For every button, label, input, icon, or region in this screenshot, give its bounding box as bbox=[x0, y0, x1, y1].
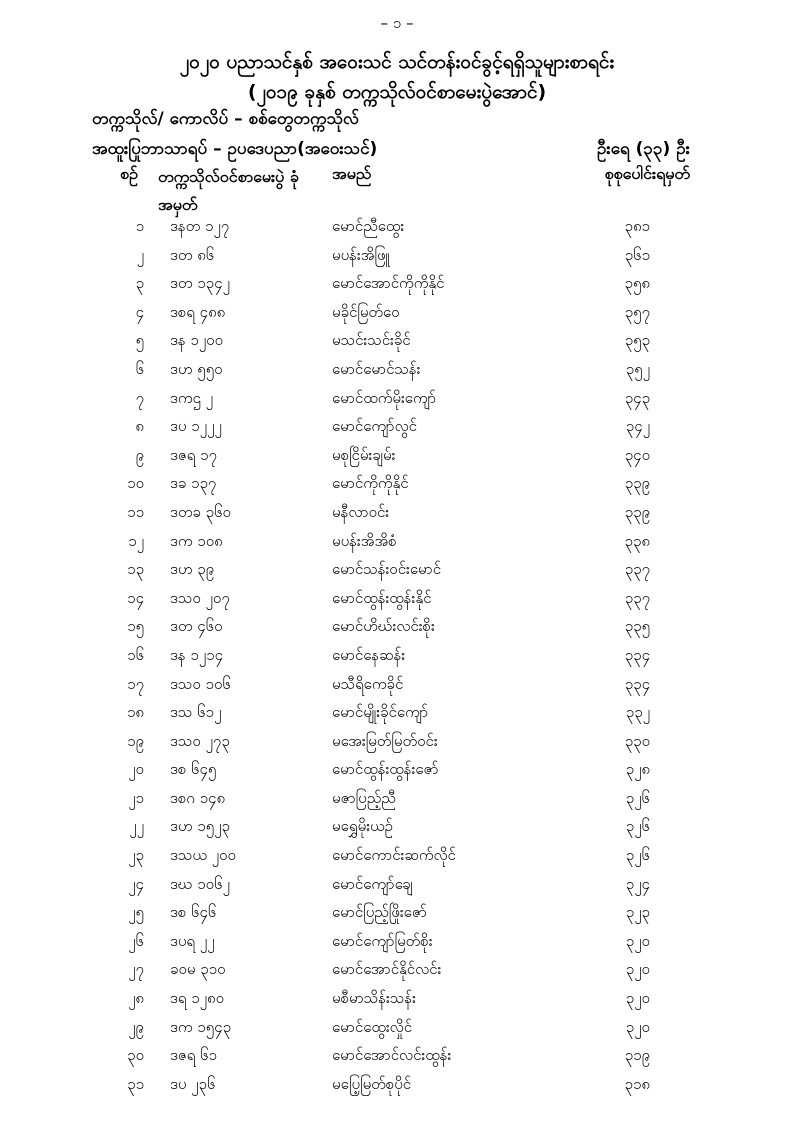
row-number: ၁၁ bbox=[127, 502, 144, 521]
row-name: မောင်ဟိဃ်းလင်းစိုး bbox=[332, 617, 435, 636]
row-number: ၉ bbox=[135, 445, 144, 464]
table-row bbox=[0, 960, 794, 989]
row-total-marks: ၃၃၉ bbox=[624, 474, 650, 493]
row-roll-number: ဒဇရ ၆၁ bbox=[170, 1046, 217, 1065]
row-total-marks: ၃၅၈ bbox=[624, 274, 650, 293]
row-number: ၁ bbox=[135, 217, 144, 235]
row-roll-number: ဒန ၁၂၀၀ bbox=[170, 331, 224, 350]
table-row bbox=[0, 560, 794, 589]
row-roll-number: ဒစ ၆၄၆ bbox=[170, 903, 217, 922]
student-count: ဦးရေ (၃၃) ဦး bbox=[597, 139, 690, 159]
row-name: မပန်းအိဖြူ bbox=[332, 245, 390, 264]
row-roll-number: ဒပ ၂၃၆ bbox=[170, 1074, 216, 1093]
row-roll-number: ဒဃ ၁၀၆၂ bbox=[170, 874, 230, 893]
table-row bbox=[0, 417, 794, 446]
table-row bbox=[0, 646, 794, 675]
row-number: ၁၀ bbox=[127, 474, 144, 493]
major-line: အထူးပြုဘာသာရပ် – ဥပဒေပညာ(အဝေးသင်) bbox=[92, 139, 378, 159]
row-number: ၂၃ bbox=[128, 846, 144, 865]
row-roll-number: ဒပ ၁၂၂၂ bbox=[170, 417, 222, 436]
row-total-marks: ၃၂၀ bbox=[625, 989, 650, 1008]
table-row bbox=[0, 703, 794, 732]
table-row bbox=[0, 532, 794, 561]
row-total-marks: ၃၅၃ bbox=[624, 331, 650, 350]
table-row bbox=[0, 389, 794, 418]
row-roll-number: ဒဟ ၃၉ bbox=[170, 560, 215, 579]
row-name: မောင်ထက်မိုးကျော် bbox=[332, 388, 437, 407]
header-no: စဉ် bbox=[120, 164, 138, 183]
row-roll-number: ဒသဝ ၂၀၇ bbox=[170, 588, 230, 607]
row-roll-number: ဒကဌ ၂ bbox=[170, 388, 213, 407]
page-number: – ၁ – bbox=[380, 14, 414, 32]
row-total-marks: ၃၃၅ bbox=[624, 617, 650, 636]
row-number: ၂၅ bbox=[128, 903, 144, 922]
header-name: အမည် bbox=[332, 164, 372, 183]
row-total-marks: ၃၂၄ bbox=[625, 874, 650, 893]
table-row bbox=[0, 875, 794, 904]
header-total-marks: စုစုပေါင်းရမှတ် bbox=[604, 164, 690, 183]
row-total-marks: ၃၃၈ bbox=[624, 531, 650, 550]
row-number: ၈ bbox=[135, 417, 144, 436]
row-name: မောင်ထွန်းထွန်းနိုင် bbox=[332, 588, 432, 607]
row-name: မောင်ကောင်းဆက်လိုင် bbox=[332, 846, 456, 865]
document-title: ၂၀၂၀ ပညာသင်နှစ် အဝေးသင် သင်တန်းဝင်ခွင့်ရရှိသူများစာရင်း bbox=[179, 51, 615, 73]
row-name: မပြေ့မြတ်စုပိုင် bbox=[332, 1074, 412, 1093]
results-table bbox=[0, 217, 794, 1103]
row-number: ၂၇ bbox=[128, 960, 144, 979]
row-name: မစုငြိမ်းချမ်း bbox=[332, 445, 396, 464]
row-roll-number: ဒစ ၆၄၅ bbox=[170, 760, 217, 779]
row-name: မောင်ထွေးလှိုင် bbox=[332, 1017, 413, 1036]
row-total-marks: ၃၂၀ bbox=[625, 1017, 650, 1036]
row-name: မအေးမြတ်မြတ်ဝင်း bbox=[332, 731, 438, 750]
row-number: ၂၀ bbox=[128, 760, 144, 779]
row-number: ၃၀ bbox=[127, 1046, 144, 1065]
row-number: ၂၄ bbox=[128, 874, 144, 893]
row-name: မောင်မျိုးခိုင်ကျော် bbox=[332, 703, 429, 722]
row-roll-number: ဒသဝ ၂၇၃ bbox=[170, 731, 230, 750]
row-name: မောင်ကျော်ချေ bbox=[332, 874, 413, 893]
row-name: မောင်အောင်နိုင်လင်း bbox=[332, 960, 442, 979]
row-total-marks: ၃၃၂ bbox=[625, 703, 650, 722]
row-number: ၅ bbox=[135, 331, 144, 350]
table-row bbox=[0, 274, 794, 303]
row-number: ၄ bbox=[135, 302, 144, 321]
row-total-marks: ၃၃၇ bbox=[624, 560, 650, 579]
row-total-marks: ၃၄၀ bbox=[624, 445, 650, 464]
table-row bbox=[0, 503, 794, 532]
table-row bbox=[0, 789, 794, 818]
row-roll-number: ဒဇရ ၁၇ bbox=[170, 445, 217, 464]
university-line: တက္ကသိုလ်/ ကောလိပ် – စစ်တွေတက္ကသိုလ် bbox=[92, 109, 359, 129]
row-number: ၂၆ bbox=[128, 931, 144, 950]
row-roll-number: ဒတ ၁၃၄၂ bbox=[170, 274, 230, 293]
row-roll-number: ဒက ၁၅၄၃ bbox=[170, 1017, 232, 1036]
row-number: ၃၁ bbox=[127, 1074, 144, 1093]
row-roll-number: ဒသယ ၂၀၀ bbox=[170, 846, 236, 865]
table-row bbox=[0, 817, 794, 846]
row-name: မောင်နေဆန်း bbox=[332, 645, 406, 664]
row-total-marks: ၃၃၀ bbox=[624, 731, 650, 750]
row-number: ၂ bbox=[136, 245, 144, 264]
row-total-marks: ၃၃၉ bbox=[624, 502, 650, 521]
row-total-marks: ၃၄၂ bbox=[625, 417, 650, 436]
row-number: ၁၉ bbox=[127, 731, 144, 750]
row-name: မခိုင်မြတ်ဝေ bbox=[332, 302, 400, 321]
row-total-marks: ၃၄၃ bbox=[624, 388, 650, 407]
row-roll-number: ဒစဂ ၁၄၈ bbox=[170, 788, 226, 807]
table-row bbox=[0, 246, 794, 275]
row-total-marks: ၃၅၇ bbox=[624, 302, 650, 321]
row-roll-number: ဒဟ ၅၅၀ bbox=[170, 359, 223, 378]
row-total-marks: ၃၃၄ bbox=[624, 645, 650, 664]
row-number: ၁၇ bbox=[127, 674, 144, 693]
row-number: ၁၈ bbox=[126, 703, 144, 722]
table-row bbox=[0, 474, 794, 503]
row-name: မောင်ကျော်မြတ်စိုး bbox=[332, 931, 433, 950]
row-roll-number: ဒက ၁၀၈ bbox=[170, 531, 223, 550]
row-total-marks: ၃၁၈ bbox=[624, 1074, 650, 1093]
row-total-marks: ၃၂၀ bbox=[625, 960, 650, 979]
row-total-marks: ၃၆၁ bbox=[624, 245, 650, 264]
table-row bbox=[0, 1046, 794, 1075]
row-roll-number: ဒသဝ ၁၀၆ bbox=[170, 674, 231, 693]
table-row bbox=[0, 617, 794, 646]
row-roll-number: ဒဟ ၁၅၂၃ bbox=[170, 817, 230, 836]
row-roll-number: ဒခ ၁၃၇ bbox=[170, 474, 217, 493]
table-row bbox=[0, 846, 794, 875]
row-total-marks: ၃၁၉ bbox=[624, 1046, 650, 1065]
row-number: ၁၅ bbox=[127, 617, 144, 636]
row-total-marks: ၃၂၆ bbox=[625, 817, 650, 836]
table-row bbox=[0, 446, 794, 475]
row-number: ၆ bbox=[135, 359, 144, 378]
document-subtitle: (၂၀၁၉ ခုနှစ် တက္ကသိုလ်ဝင်စာမေးပွဲအောင်) bbox=[247, 81, 547, 103]
header-roll-number: တက္ကသိုလ်ဝင်စာမေးပွဲ ခုံအမှတ် bbox=[158, 167, 299, 214]
row-name: မနီလာဝင်း bbox=[332, 502, 390, 521]
row-number: ၂၂ bbox=[129, 817, 144, 836]
row-total-marks: ၃၂၃ bbox=[625, 903, 650, 922]
row-roll-number: ဒနတ ၁၂၇ bbox=[170, 217, 230, 235]
row-name: မသင်းသင်းခိုင် bbox=[332, 331, 411, 350]
row-name: မောင်ထွန်းထွန်းဇော် bbox=[332, 760, 439, 779]
table-row bbox=[0, 303, 794, 332]
row-name: မဇာပြည့်ညီ bbox=[332, 788, 396, 807]
row-name: မောင်ပြည့်ဖြိုးဇော် bbox=[332, 903, 427, 922]
table-row bbox=[0, 903, 794, 932]
row-total-marks: ၃၂၀ bbox=[625, 931, 650, 950]
table-row bbox=[0, 932, 794, 961]
row-roll-number: ဒစရ ၄၈၈ bbox=[170, 302, 226, 321]
table-row bbox=[0, 1018, 794, 1047]
row-number: ၃ bbox=[135, 274, 144, 293]
row-roll-number: ဒသ ၆၁၂ bbox=[170, 703, 222, 722]
row-roll-number: ဒန ၁၂၁၄ bbox=[170, 645, 224, 664]
row-number: ၁၃ bbox=[127, 560, 144, 579]
row-number: ၁၆ bbox=[127, 645, 144, 664]
row-name: မောင်ညီထွေး bbox=[332, 217, 405, 235]
row-total-marks: ၃၂၈ bbox=[625, 760, 650, 779]
row-name: မောင်ကိုကိုနိုင် bbox=[332, 474, 409, 493]
row-total-marks: ၃၈၁ bbox=[624, 217, 650, 235]
table-row bbox=[0, 989, 794, 1018]
row-number: ၁၄ bbox=[127, 588, 144, 607]
row-number: ၂၁ bbox=[128, 788, 144, 807]
row-roll-number: ဒတ ၄၆၀ bbox=[170, 617, 223, 636]
table-row bbox=[0, 360, 794, 389]
row-name: မပန်းအိအိစံ bbox=[332, 531, 397, 550]
row-number: ၂၉ bbox=[128, 1017, 144, 1036]
row-number: ၁၂ bbox=[128, 531, 144, 550]
table-row bbox=[0, 760, 794, 789]
row-roll-number: ခဝမ ၃၁၀ bbox=[170, 960, 226, 979]
table-row bbox=[0, 675, 794, 704]
row-roll-number: ဒတ ၈၆ bbox=[170, 245, 215, 264]
table-row bbox=[0, 589, 794, 618]
row-number: ၇ bbox=[135, 388, 144, 407]
table-row bbox=[0, 732, 794, 761]
row-name: မစီမာသိန်းသန်း bbox=[332, 989, 416, 1008]
row-roll-number: ဒပရ ၂၂ bbox=[170, 931, 215, 950]
table-row bbox=[0, 1075, 794, 1104]
row-name: မောင်ကျော်လွင် bbox=[332, 417, 417, 436]
row-number: ၂၈ bbox=[128, 989, 144, 1008]
row-total-marks: ၃၃၄ bbox=[624, 674, 650, 693]
row-roll-number: ဒရ ၁၂၈၀ bbox=[170, 989, 225, 1008]
row-name: မောင်အောင်လင်းထွန်း bbox=[332, 1046, 452, 1065]
row-total-marks: ၃၅၂ bbox=[625, 359, 650, 378]
row-total-marks: ၃၃၇ bbox=[624, 588, 650, 607]
row-name: မောင်အောင်ကိုကိုနိုင် bbox=[332, 274, 445, 293]
row-name: မောင်မောင်သန်း bbox=[332, 359, 421, 378]
row-total-marks: ၃၂၆ bbox=[625, 788, 650, 807]
row-name: မောင်သန်းဝင်းမောင် bbox=[332, 560, 442, 579]
row-roll-number: ဒတခ ၃၆၀ bbox=[170, 502, 231, 521]
table-row bbox=[0, 331, 794, 360]
table-row bbox=[0, 217, 794, 246]
row-name: မသီရိကေခိုင် bbox=[332, 674, 404, 693]
row-name: မရွှေမိုးယဉ် bbox=[332, 817, 393, 836]
row-total-marks: ၃၂၆ bbox=[625, 846, 650, 865]
